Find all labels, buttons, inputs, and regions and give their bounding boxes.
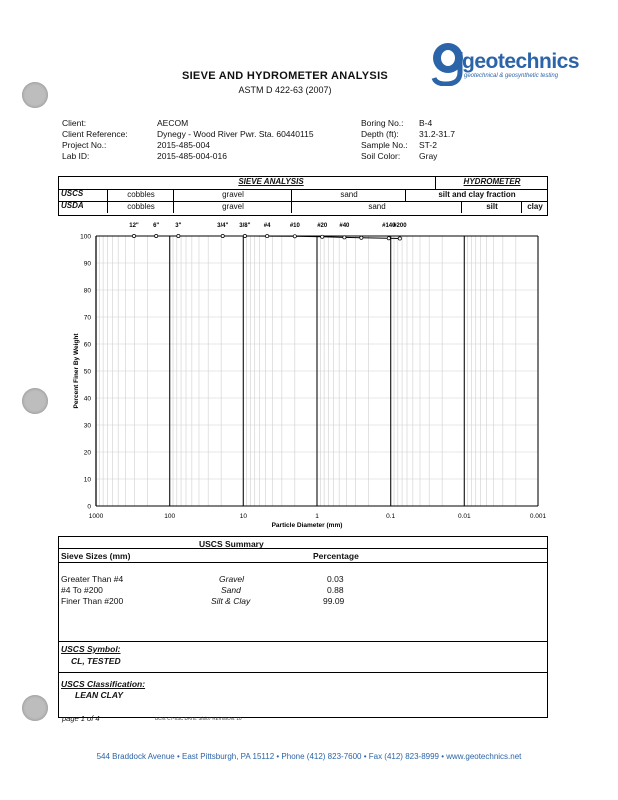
y-tick-label: 30 — [83, 422, 91, 430]
punch-hole — [22, 695, 48, 721]
sieve-size-header: Sieve Sizes (mm) — [61, 551, 131, 561]
soil-color-label: Soil Color: — [361, 151, 401, 161]
x-tick-label: 0.001 — [529, 513, 547, 520]
percentage-header: Percentage — [313, 551, 359, 561]
sieve-label: #40 — [339, 223, 350, 229]
y-tick-label: 90 — [83, 260, 91, 268]
sieve-label: 12" — [129, 223, 139, 229]
uscs-gravel: gravel — [173, 189, 292, 201]
logo-tagline: geotechnical & geosynthetic testing — [464, 73, 559, 79]
x-tick-label: 0.01 — [458, 513, 471, 520]
row-size: #4 To #200 — [61, 585, 103, 595]
uscs-sand: sand — [291, 189, 406, 201]
client-label: Client: — [62, 118, 87, 128]
row-size: Finer Than #200 — [61, 596, 124, 606]
sieve-label: 3" — [175, 223, 182, 229]
y-tick-label: 10 — [83, 476, 91, 484]
row-type: Silt & Clay — [211, 596, 251, 606]
row-size: Greater Than #4 — [61, 574, 124, 584]
usda-gravel: gravel — [173, 201, 292, 213]
depth-label: Depth (ft): — [361, 129, 399, 139]
boring-value: B-4 — [419, 118, 433, 128]
data-point — [321, 235, 324, 238]
x-tick-label: 0.1 — [386, 513, 396, 520]
document-info: DCN: CT-S3C DATE: 3/5/07 REVISION: 10 — [155, 716, 242, 721]
sieve-label: #200 — [393, 223, 407, 229]
data-point — [343, 236, 346, 239]
sieve-label: #4 — [263, 223, 271, 229]
data-point — [266, 234, 269, 237]
y-tick-label: 50 — [83, 368, 91, 376]
data-point — [155, 234, 158, 237]
uscs-cobbles: cobbles — [107, 189, 174, 201]
client-reference-label: Client Reference: — [62, 129, 128, 139]
x-tick-label: 1 — [315, 513, 319, 520]
depth-value: 31.2-31.7 — [419, 129, 455, 139]
data-point — [243, 234, 246, 237]
sample-label: Sample No.: — [361, 140, 408, 150]
page-title: SIEVE AND HYDROMETER ANALYSIS — [181, 70, 389, 82]
y-tick-label: 100 — [80, 233, 91, 241]
hydrometer-header: HYDROMETER — [435, 177, 548, 189]
usda-clay: clay — [521, 201, 548, 213]
data-point — [221, 234, 224, 237]
y-tick-label: 40 — [83, 395, 91, 403]
uscs-classification-value: LEAN CLAY — [75, 690, 124, 700]
usda-label: USDA — [61, 201, 84, 210]
usda-silt: silt — [461, 201, 522, 213]
page-number: page 1 of 4 — [62, 714, 100, 723]
row-type: Gravel — [219, 574, 245, 584]
sieve-label: #10 — [289, 223, 300, 229]
data-point — [293, 235, 296, 238]
x-tick-label: 1000 — [88, 513, 104, 520]
data-point — [360, 236, 363, 239]
data-point — [398, 237, 401, 240]
y-axis-label: Percent Finer By Weight — [73, 333, 80, 409]
y-tick-label: 20 — [83, 449, 91, 457]
uscs-classification-label: USCS Classification: — [61, 679, 146, 689]
y-tick-label: 0 — [87, 503, 91, 511]
lab-id-value: 2015-485-004-016 — [157, 151, 227, 161]
data-point — [387, 237, 390, 240]
lab-id-label: Lab ID: — [62, 151, 90, 161]
soil-color-value: Gray — [419, 151, 438, 161]
uscs-symbol-value: CL, TESTED — [71, 656, 121, 666]
uscs-summary-table — [58, 536, 548, 718]
row-pct: 99.09 — [323, 596, 345, 606]
data-point — [177, 234, 180, 237]
sample-value: ST-2 — [419, 140, 437, 150]
uscs-silt-clay: silt and clay fraction — [405, 189, 548, 201]
page-subtitle: ASTM D 422-63 (2007) — [238, 85, 332, 95]
row-pct: 0.03 — [327, 574, 344, 584]
y-tick-label: 60 — [83, 341, 91, 349]
x-tick-label: 100 — [164, 513, 176, 520]
boring-label: Boring No.: — [361, 118, 404, 128]
client-value: AECOM — [157, 118, 189, 128]
logo-text: geotechnics — [462, 50, 580, 73]
summary-heading: USCS Summary — [199, 539, 264, 549]
project-value: 2015-485-004 — [157, 140, 210, 150]
sieve-label: #20 — [317, 223, 328, 229]
project-label: Project No.: — [62, 140, 107, 150]
sieve-label: 3/4" — [217, 223, 229, 229]
row-type: Sand — [221, 585, 241, 595]
sieve-label: #140 — [382, 223, 396, 229]
uscs-symbol-label: USCS Symbol: — [61, 644, 121, 654]
x-tick-label: 10 — [239, 513, 247, 520]
data-point — [132, 234, 135, 237]
usda-cobbles: cobbles — [107, 201, 174, 213]
uscs-label: USCS — [61, 189, 84, 198]
sieve-label: 6" — [153, 223, 160, 229]
y-tick-label: 70 — [83, 314, 91, 322]
y-tick-label: 80 — [83, 287, 91, 295]
footer-address: 544 Braddock Avenue • East Pittsburgh, PA 15112 • Phone (412) 823-7600 • Fax (412) 823-8999 • www.geotechnics.net — [96, 752, 522, 761]
row-pct: 0.88 — [327, 585, 344, 595]
usda-sand: sand — [291, 201, 462, 213]
sieve-label: 3/8" — [239, 223, 251, 229]
x-axis-label: Particle Diameter (mm) — [271, 522, 343, 529]
client-reference-value: Dynegy - Wood River Pwr. Sta. 60440115 — [157, 129, 314, 139]
sieve-analysis-header: SIEVE ANALYSIS — [238, 177, 304, 186]
